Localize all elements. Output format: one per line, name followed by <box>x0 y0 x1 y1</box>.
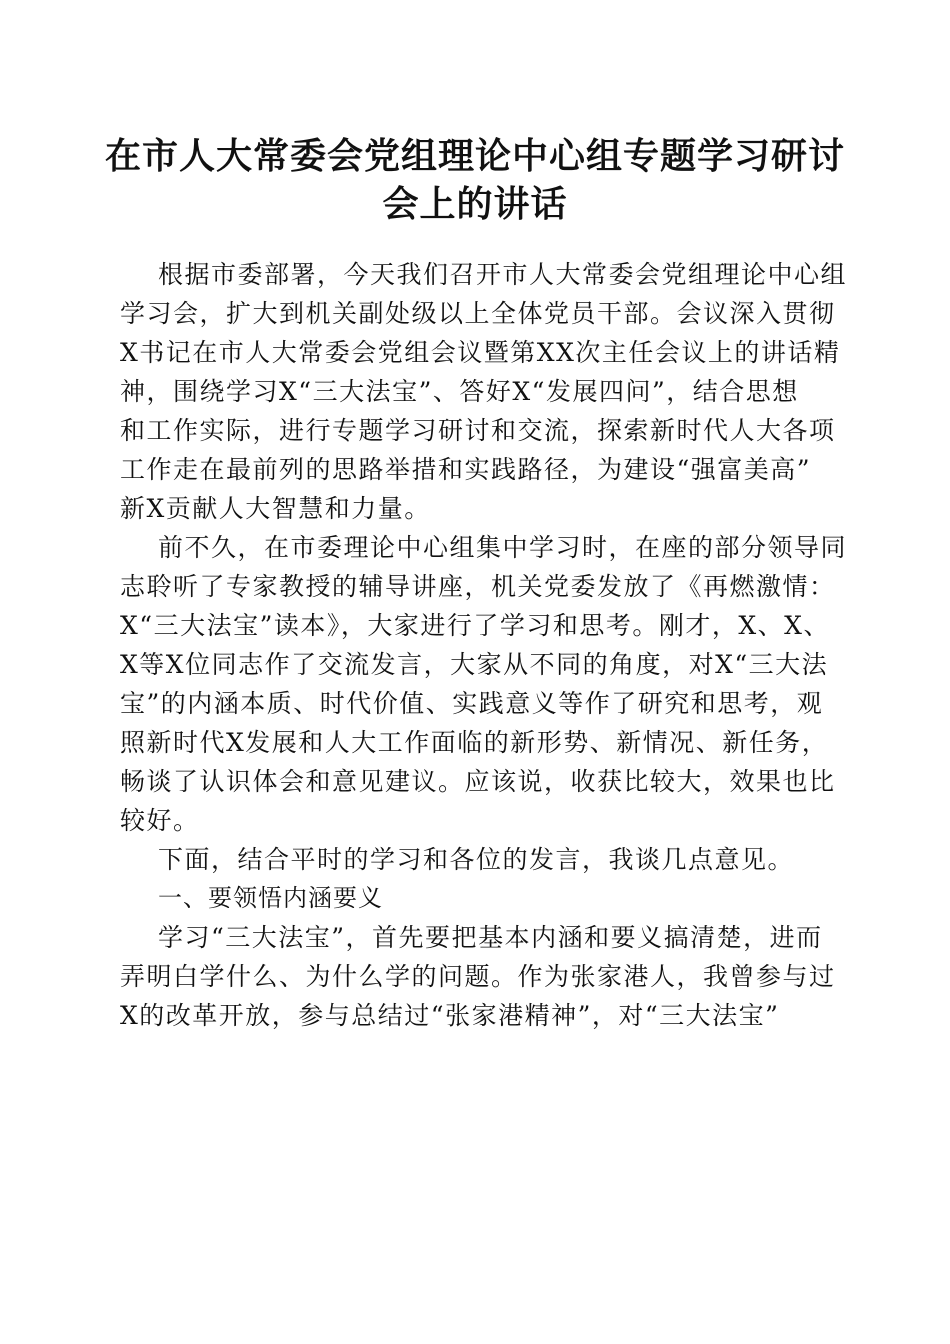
paragraph-line: 畅谈了认识体会和意见建议。应该说，收获比较大，效果也比 <box>120 767 836 796</box>
paragraph-line: 较好。 <box>120 806 200 835</box>
paragraph-2 <box>120 528 848 840</box>
paragraph-line: X书记在市人大常委会党组会议暨第XX次主任会议上的讲话精 <box>120 338 841 367</box>
paragraph-1 <box>120 255 848 528</box>
paragraph-line: 照新时代X发展和人大工作面临的新形势、新情况、新任务， <box>120 728 829 757</box>
document-title <box>100 132 850 228</box>
paragraph-line: 前不久，在市委理论中心组集中学习时，在座的部分领导同 <box>158 533 848 562</box>
paragraph-3 <box>120 840 830 879</box>
paragraph-line: 神，围绕学习X“三大法宝”、答好X“发展四问”，结合思想 <box>120 377 799 406</box>
paragraph-line: X的改革开放，参与总结过“张家港精神”，对“三大法宝” <box>120 1001 780 1030</box>
paragraph-line: 志聆听了专家教授的辅导讲座，机关党委发放了《再燃激情： <box>120 572 836 601</box>
paragraph-line: 宝”的内涵本质、时代价值、实践意义等作了研究和思考，观 <box>120 689 824 718</box>
paragraph-line: 根据市委部署，今天我们召开市人大常委会党组理论中心组 <box>158 260 848 289</box>
paragraph-line: 新X贡献人大智慧和力量。 <box>120 494 431 523</box>
paragraph-line: 学习“三大法宝”，首先要把基本内涵和要义搞清楚，进而 <box>158 923 823 952</box>
paragraph-line: 学习会，扩大到机关副处级以上全体党员干部。会议深入贯彻 <box>120 299 836 328</box>
title-line-2: 会上的讲话 <box>382 183 568 225</box>
paragraph-line: 和工作实际，进行专题学习研讨和交流，探索新时代人大各项 <box>120 416 836 445</box>
title-line-1: 在市人大常委会党组理论中心组专题学习研讨 <box>104 135 845 177</box>
paragraph-line: 下面，结合平时的学习和各位的发言，我谈几点意见。 <box>158 845 795 874</box>
paragraph-line: X等X位同志作了交流发言，大家从不同的角度，对X“三大法 <box>120 650 829 679</box>
paragraph-line: X“三大法宝”读本》，大家进行了学习和思考。刚才，X、X、 <box>120 611 830 640</box>
section-heading-1: 一、要领悟内涵要义 <box>158 884 383 912</box>
document-body <box>120 255 848 1035</box>
paragraph-line: 工作走在最前列的思路举措和实践路径，为建设“强富美高” <box>120 455 812 484</box>
paragraph-line: 弄明白学什么、为什么学的问题。作为张家港人，我曾参与过 <box>120 962 836 991</box>
paragraph-4 <box>120 918 836 1035</box>
